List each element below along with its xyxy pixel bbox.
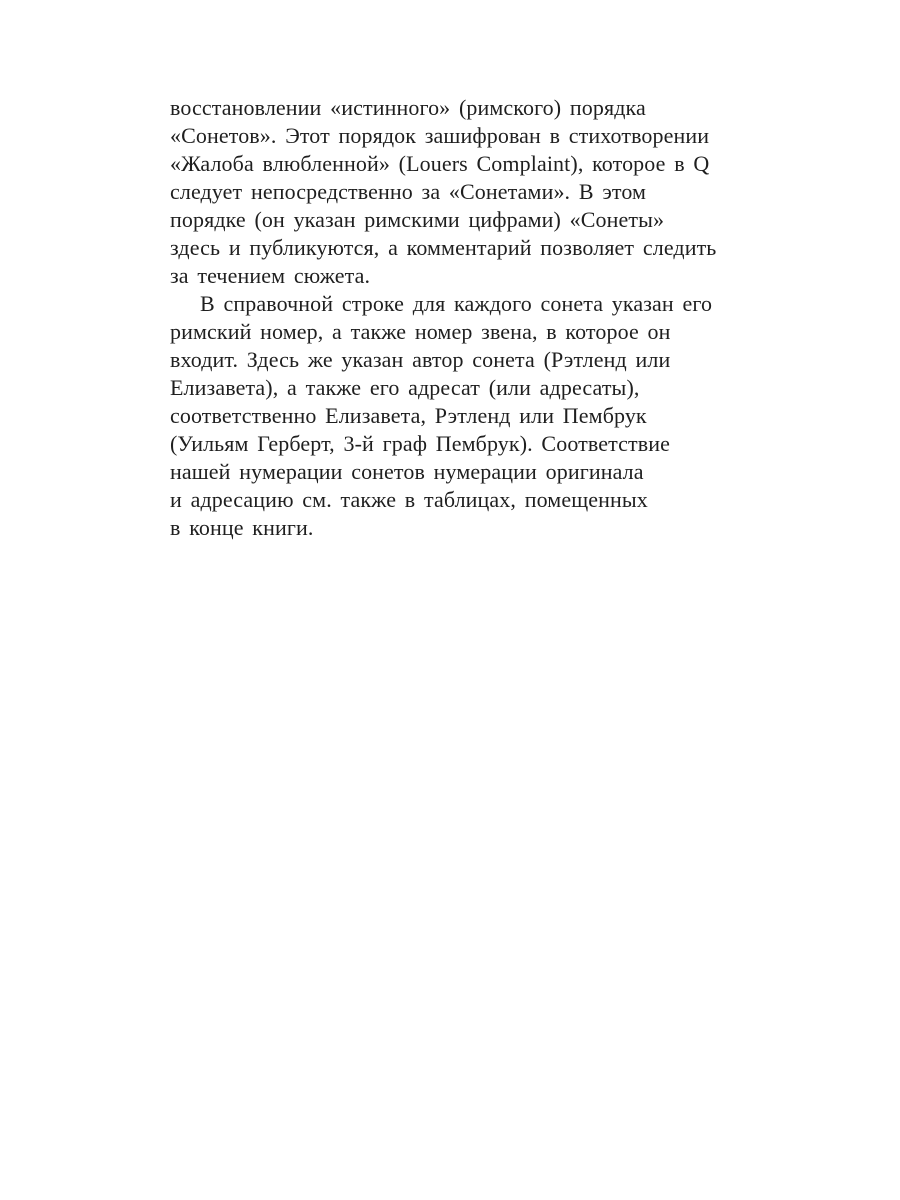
text-line: (Уильям Герберт, 3-й граф Пембрук). Соответствие: [170, 431, 670, 456]
text-line: следует непосредственно за «Сонетами». В этом: [170, 179, 647, 204]
text-line: В справочной строке для каждого сонета указан его: [200, 291, 713, 316]
text-line: «Жалоба влюбленной» (Louers Complaint), которое в Q: [170, 151, 710, 176]
text-line: соответственно Елизавета, Рэтленд или Пембрук: [170, 403, 647, 428]
text-line: и адресацию см. также в таблицах, помещенных: [170, 487, 648, 512]
text-line: порядке (он указан римскими цифрами) «Сонеты»: [170, 207, 665, 232]
text-line: нашей нумерации сонетов нумерации оригинала: [170, 459, 644, 484]
text-line: за течением сюжета.: [170, 263, 371, 288]
paragraph-reference-note: [170, 290, 742, 542]
text-line: римский номер, а также номер звена, в которое он: [170, 319, 671, 344]
text-line: Елизавета), а также его адресат (или адресаты),: [170, 375, 640, 400]
text-line: здесь и публикуются, а комментарий позволяет следить: [170, 235, 717, 260]
text-line: в конце книги.: [170, 515, 314, 540]
text-line: восстановлении «истинного» (римского) порядка: [170, 95, 646, 120]
text-line: «Сонетов». Этот порядок зашифрован в стихотворении: [170, 123, 710, 148]
paragraph-continuation: [170, 94, 742, 290]
page-text: [170, 94, 742, 542]
text-line: входит. Здесь же указан автор сонета (Рэтленд или: [170, 347, 671, 372]
